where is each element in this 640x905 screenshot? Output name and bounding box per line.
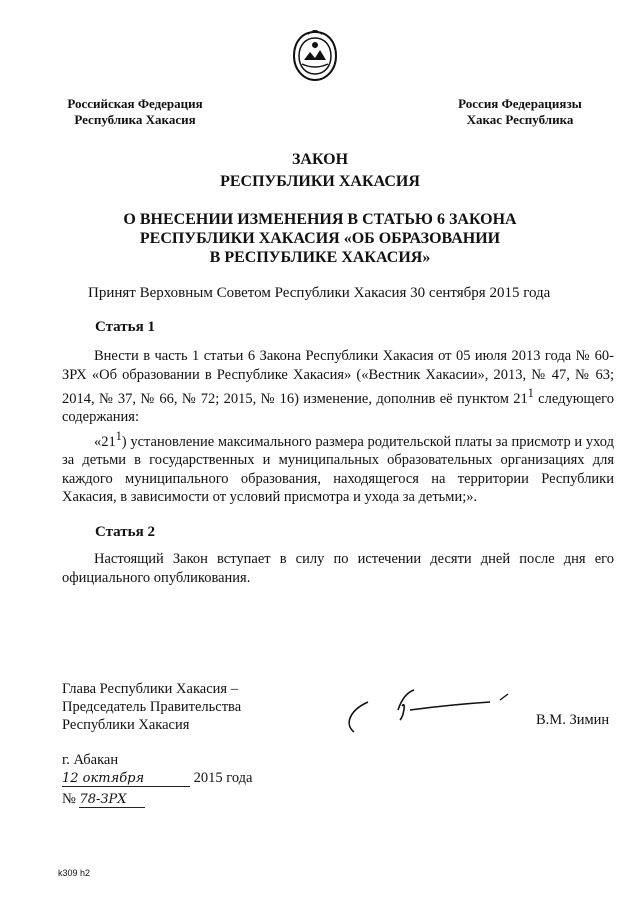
article1-paragraph2-sup: 1 xyxy=(115,428,122,443)
article1-paragraph2-text: ) установление максимального размера родительской платы за присмотр и уход за детьми в государственных и муниципальных образовательных организациях для каждого муниципального образования, находящегося на территории Республики Хакасия, в зависимости от условий присмотра и ухода за детьми;». xyxy=(62,433,614,506)
number-handwritten: 78-ЗРХ xyxy=(79,792,145,808)
handwritten-signature xyxy=(340,680,520,740)
article1-paragraph1-sup: 1 xyxy=(527,386,534,400)
article1-paragraph1 xyxy=(62,347,614,427)
adoption-statement: Принят Верховным Советом Республики Хакасия 30 сентября 2015 года xyxy=(88,285,551,301)
place-of-signing: г. Абакан xyxy=(62,752,119,768)
law-number xyxy=(62,791,145,808)
header-right-line1: Россия Федерациязы xyxy=(458,96,582,111)
header-right-line2: Хакас Республика xyxy=(466,112,574,127)
law-title-line2: РЕСПУБЛИКИ ХАКАСИЯ xyxy=(220,173,420,190)
article1-body xyxy=(62,347,614,507)
article1-heading: Статья 1 xyxy=(95,319,155,335)
signatory-line2: Председатель Правительства xyxy=(62,699,242,715)
number-prefix: № xyxy=(62,791,76,807)
signatory-line1: Глава Республики Хакасия – xyxy=(62,681,238,697)
law-subject-line3: В РЕСПУБЛИКЕ ХАКАСИЯ» xyxy=(209,249,431,266)
article2-heading: Статья 2 xyxy=(95,524,155,540)
law-subject-line2: РЕСПУБЛИКИ ХАКАСИЯ «ОБ ОБРАЗОВАНИИ xyxy=(139,230,501,247)
article1-paragraph2 xyxy=(62,427,614,507)
article2-paragraph: Настоящий Закон вступает в силу по истечении десяти дней после дня его официального опубликования. xyxy=(62,551,614,586)
signatory-title xyxy=(62,680,241,734)
article2-body xyxy=(62,550,614,587)
header-left-line1: Российская Федерация xyxy=(67,96,203,111)
signatory-name: В.М. Зимин xyxy=(536,712,610,728)
article1-paragraph1-text: Внести в часть 1 статьи 6 Закона Республики Хакасия от 05 июля 2013 года № 60-ЗРХ «Об образовании в Республике Хакасия» («Вестник Хакасии», 2013, № 47, № 63; 2014, № 37, № 66, № 72; 2015, № 16) изменение, дополнив её пунктом 21 xyxy=(62,348,614,407)
date-handwritten: 12 октября xyxy=(62,771,190,787)
header-left-line2: Республика Хакасия xyxy=(74,112,196,127)
date-year: 2015 года xyxy=(193,770,253,786)
article1-paragraph2-start: «21 xyxy=(94,433,116,450)
signatory-line3: Республики Хакасия xyxy=(62,717,190,733)
footer-code: k309 h2 xyxy=(58,868,91,878)
signing-date xyxy=(62,770,252,787)
law-subject-line1: О ВНЕСЕНИИ ИЗМЕНЕНИЯ В СТАТЬЮ 6 ЗАКОНА xyxy=(123,211,517,228)
law-title-line1: ЗАКОН xyxy=(291,151,349,168)
header-russian xyxy=(55,96,215,128)
coat-of-arms-emblem xyxy=(290,30,340,82)
header-khakas xyxy=(440,96,600,128)
article1-paragraph1-tail: следующего содержания: xyxy=(62,390,614,426)
